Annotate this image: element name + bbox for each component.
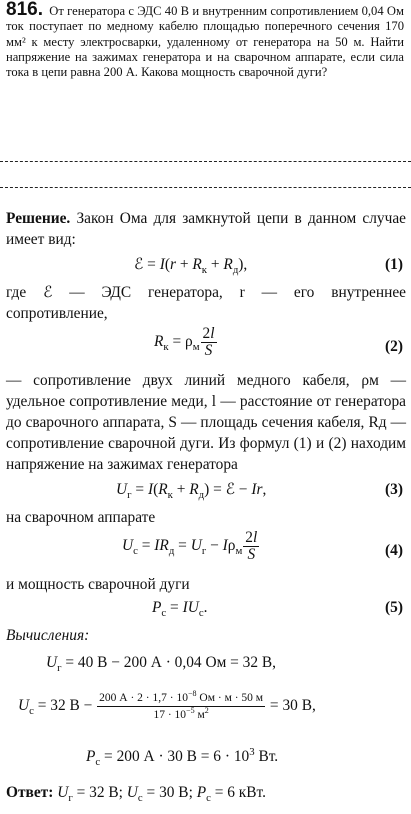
formula-4: $U_с = IR_д = U_г - I\rho_м$ $\frac{2l}{S}$ <box>122 529 258 563</box>
problem-text: От генератора с ЭДС 40 В и внутренним сопротивлением 0,04 Ом ток поступает по медному кабелю площадью поперечного сечения 170 мм² к месту электросварки, удаленному от генератора на 50 м. Найти напряжение на зажимах генератора и на сварочном аппарате, если сила тока в цепи равна 200 А. Какова мощность сварочной дуги? <box>6 4 404 80</box>
text-after-eq4: и мощность сварочной дуги <box>6 576 190 593</box>
formula-2: $R_к = \rho_м$ $\frac{2l}{S}$ <box>154 325 215 359</box>
problem-statement <box>6 2 404 80</box>
calc-line-1: $U_г = 40$ В − 200 А · 0,04 Ом = 32 В, <box>46 654 277 675</box>
solution-intro <box>6 208 406 250</box>
equation-number-3: (3) <box>385 481 403 498</box>
equation-1 <box>6 250 406 282</box>
intro-text: Закон Ома для замкнутой цепи в данном случае имеет вид: <box>6 210 406 248</box>
calc-line-2: $U_с = 32$ В − $\frac{200 А \cdot 2 \cdot 1,7 \cdot 10^{-8} Ом \cdot м \cdot 50 м}{17 \cdot 10^{-5} м^2}$ = 30 В, <box>18 689 316 721</box>
equation-number-1: (1) <box>385 256 403 273</box>
divider-bottom <box>0 187 411 188</box>
equation-2 <box>6 324 406 370</box>
answer <box>6 782 266 803</box>
equation-number-2: (2) <box>385 338 403 355</box>
equation-number-5: (5) <box>385 599 403 616</box>
problem-number: 816. <box>6 0 43 20</box>
text-after-eq1: где ℰ — ЭДС генератора, r — его внутреннее сопротивление, <box>6 284 406 322</box>
equation-5 <box>6 595 406 625</box>
equation-number-4: (4) <box>385 542 403 559</box>
equation-4 <box>6 528 406 574</box>
formula-5: $P_с = IU_с$. <box>152 599 208 620</box>
calc-line-3: $P_с = 200$ А · 30 $В = 6 \cdot 10^3$ Вт. <box>86 745 279 769</box>
formula-3: $U_г = I(R_к + R_д)$ = ℰ − Ir, <box>116 481 267 502</box>
calculations <box>6 646 406 814</box>
formula-1: ℰ = $I(r + R_к + R_д)$, <box>134 256 248 277</box>
equation-3 <box>6 475 406 507</box>
text-after-eq3: на сварочном аппарате <box>6 509 156 526</box>
text-after-eq2: — сопротивление двух линий медного кабеля, ρм — удельное сопротивление меди, l — расстояние от генератора до сварочного аппарата, S — площадь сечения кабеля, Rд — сопротивление сварочной дуги. Из формул (1) и (2) находим напряжение на зажимах генератора <box>6 372 406 473</box>
answer-text: $U_г = 32$ В; $U_с = 30$ В; $P_с = 6$ кВт. <box>57 784 266 805</box>
calculations-label: Вычисления: <box>6 627 90 644</box>
solution-label: Решение. <box>6 210 71 227</box>
divider-top <box>0 161 411 162</box>
answer-label: Ответ: <box>6 784 54 801</box>
solution <box>6 208 406 814</box>
